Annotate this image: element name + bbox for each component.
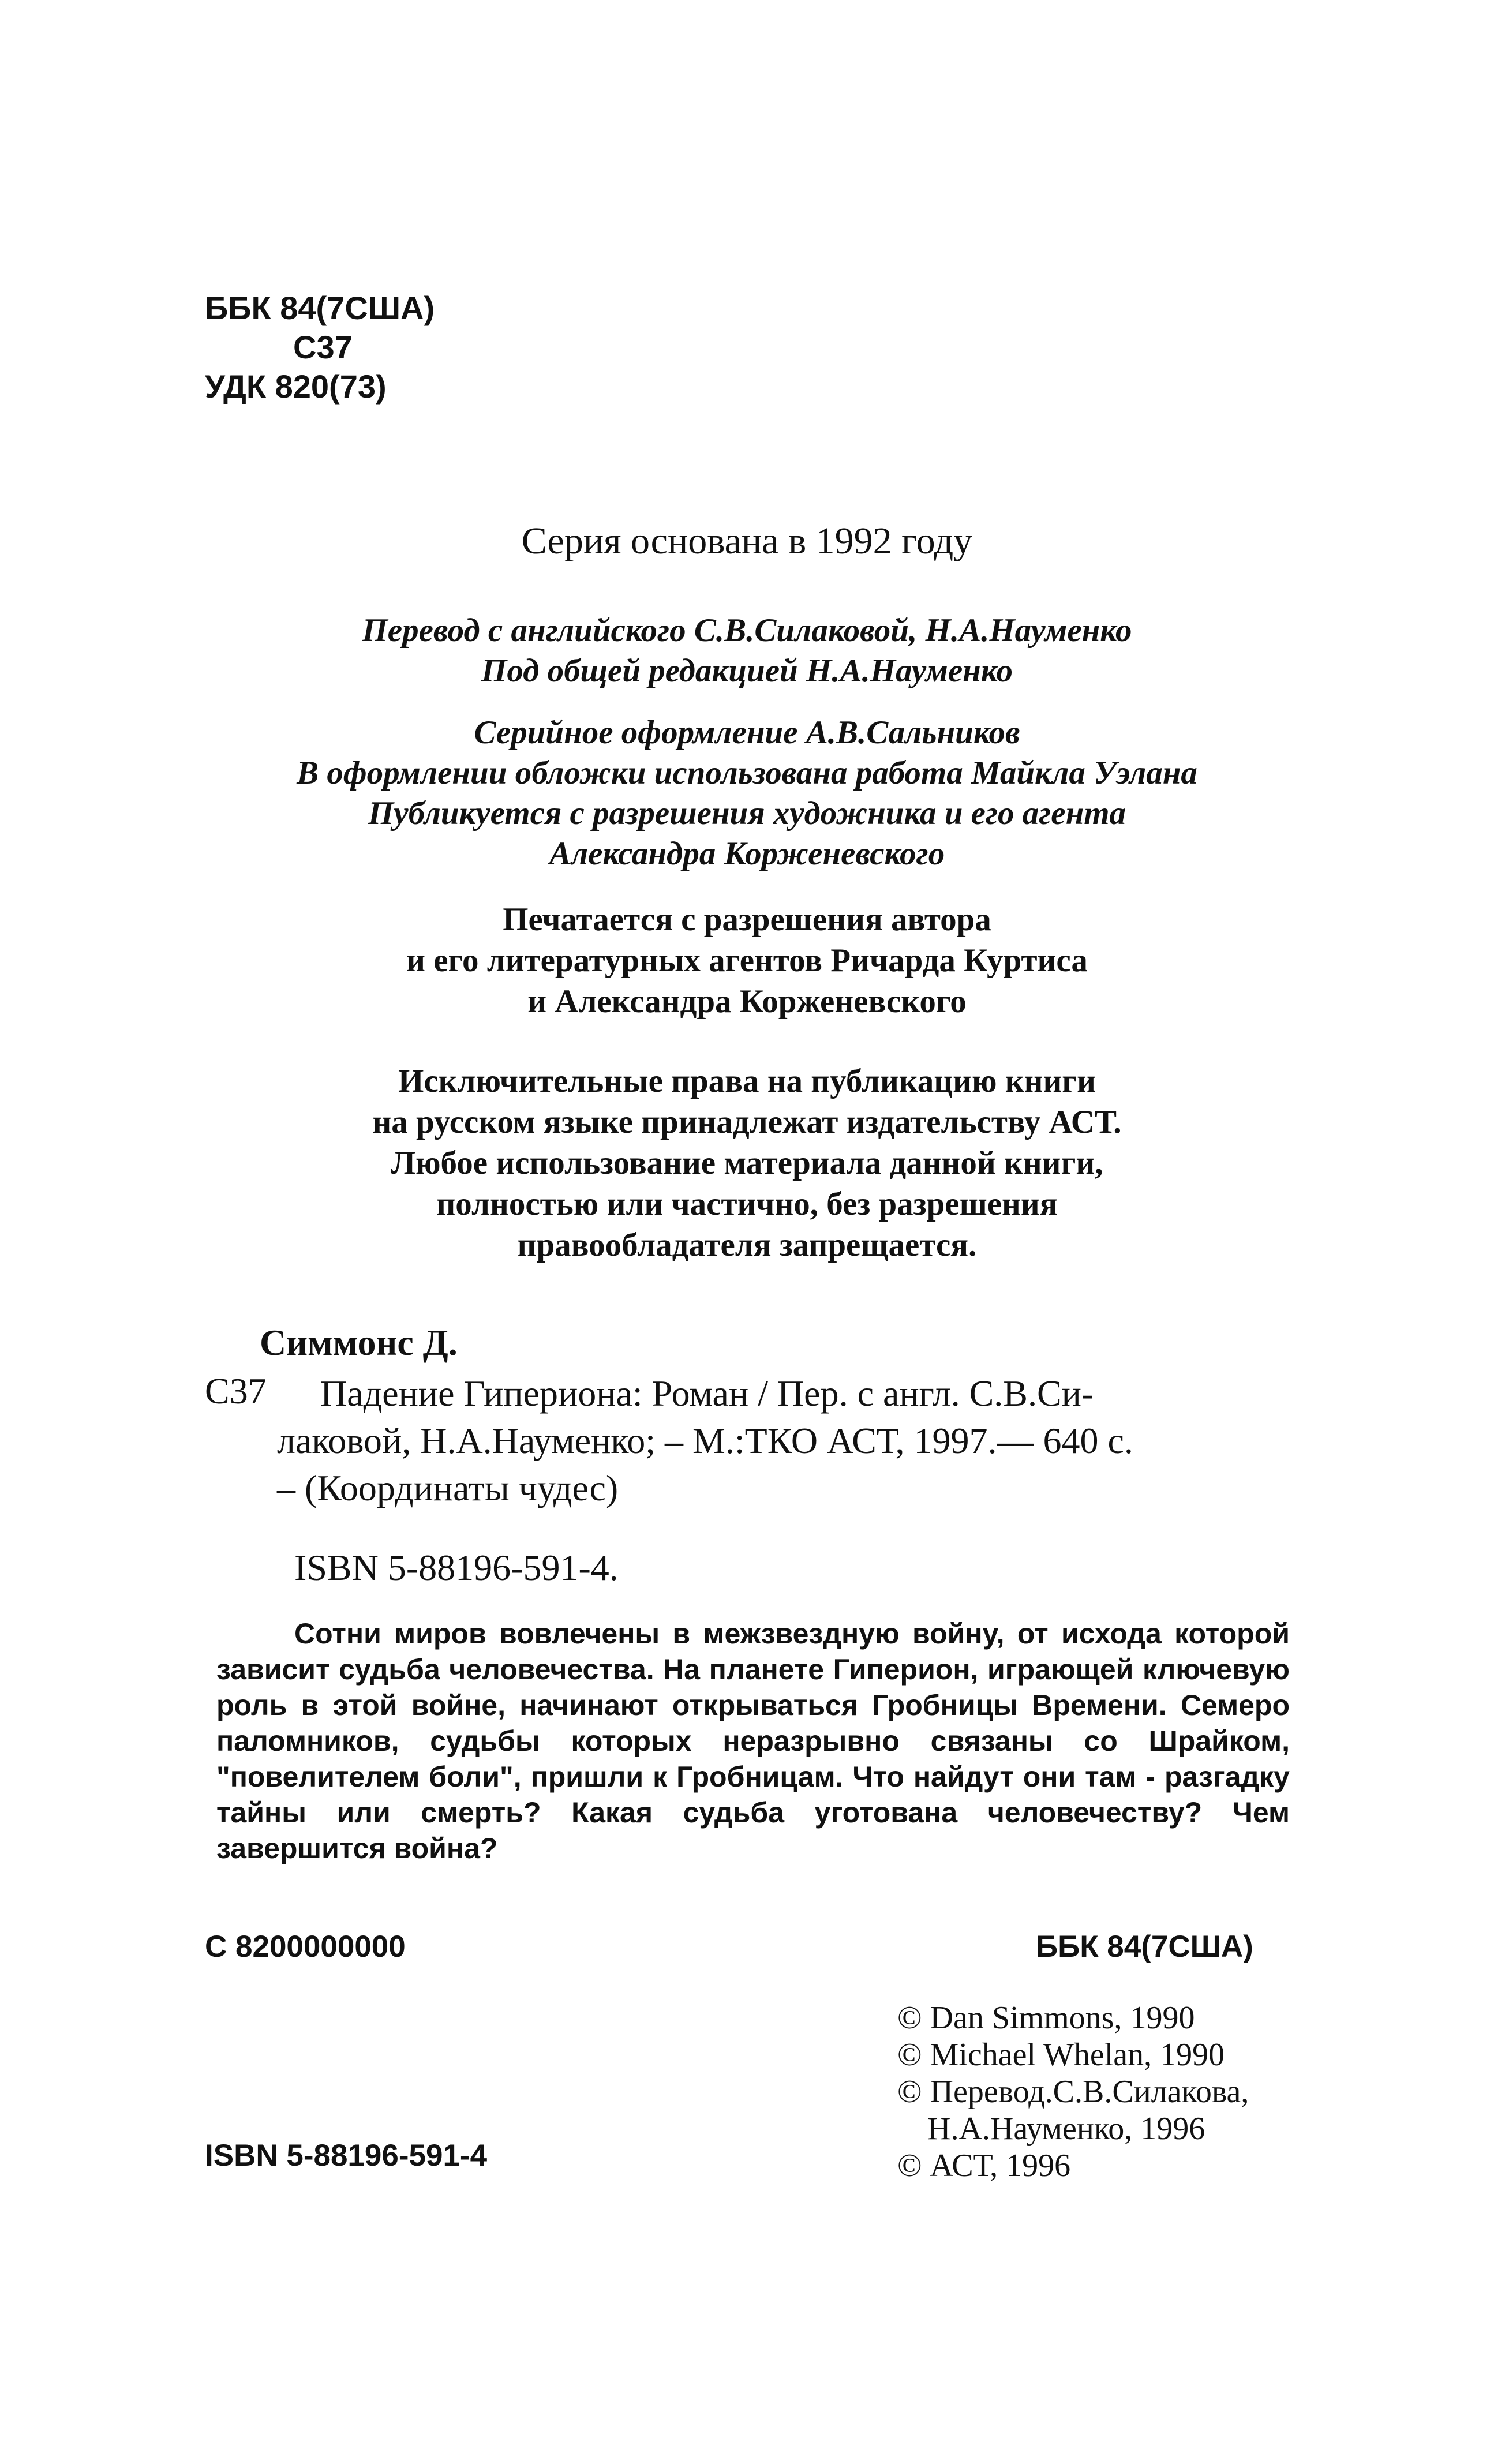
- design-line: Александра Корженевского: [549, 836, 945, 872]
- udk-code: УДК 820(73): [205, 368, 387, 405]
- rights-line: Любое использование материала данной книги,: [391, 1145, 1103, 1181]
- rights-line: на русском языке принадлежат издательству АСТ.: [372, 1104, 1122, 1140]
- translation-line: Перевод с английского С.В.Силаковой, Н.А.Науменко: [362, 612, 1132, 649]
- permission-line: Печатается с разрешения автора: [503, 901, 991, 938]
- record-line: лаковой, Н.А.Науменко; – М.:ТКО АСТ, 1997.— 640 с.: [277, 1420, 1133, 1461]
- copyright-line: © Перевод.С.В.Силакова,: [897, 2074, 1249, 2110]
- rights-line: правообладателя запрещается.: [517, 1227, 977, 1263]
- copyright-line: © АСТ, 1996: [897, 2148, 1071, 2184]
- bbk-code: ББК 84(7США): [205, 290, 435, 326]
- record-author: Симмонс Д.: [260, 1322, 458, 1363]
- translation-credits: [0, 611, 1494, 691]
- translation-line: Под общей редакцией Н.А.Науменко: [481, 653, 1013, 689]
- design-line: Публикуется с разрешения художника и его агента: [368, 795, 1126, 832]
- record-index: С37: [205, 1370, 267, 1411]
- record-description: [277, 1370, 1307, 1512]
- author-mark: С37: [293, 329, 353, 365]
- design-line: Серийное оформление А.В.Сальников: [474, 714, 1020, 751]
- copyright-list: [897, 1999, 1249, 2184]
- c-code: С 8200000000: [205, 1930, 406, 1964]
- copyright-line: Н.А.Науменко, 1996: [927, 2111, 1205, 2147]
- annotation: [216, 1616, 1290, 1866]
- design-line: В оформлении обложки использована работа Майкла Уэлана: [297, 755, 1197, 791]
- rights-line: полностью или частично, без разрешения: [436, 1186, 1058, 1222]
- record-isbn: ISBN 5-88196-591-4.: [294, 1547, 619, 1588]
- design-credits: [0, 713, 1494, 874]
- permission-line: и Александра Корженевского: [527, 983, 967, 1020]
- annotation-text: Сотни миров вовлечены в межзвездную войну, от исхода которой зависит судьба человечества. На планете Гиперион, играющей ключевую роль в этой войне, начинают открываться Гробницы Времени. Семеро паломников, судьбы которых неразрывно связаны со Шрайком, "повелителем боли", пришли к Гробницам. Что найдут они там - разгадку тайны или смерть? Какая судьба уготована человечеству? Чем завершится война?: [216, 1617, 1290, 1864]
- permission-notice: [0, 899, 1494, 1022]
- record-line: – (Координаты чудес): [277, 1467, 619, 1508]
- record-line: Падение Гипериона: Роман / Пер. с англ. С.В.Си-: [320, 1373, 1094, 1414]
- rights-line: Исключительные права на публикацию книги: [398, 1063, 1096, 1099]
- copyright-line: © Dan Simmons, 1990: [897, 2000, 1195, 2036]
- bbk-bottom: ББК 84(7США): [1036, 1930, 1253, 1964]
- series-note: Серия основана в 1992 году: [521, 520, 973, 562]
- rights-notice: [0, 1061, 1494, 1265]
- classification-block: [205, 289, 435, 406]
- isbn-bottom: ISBN 5-88196-591-4: [205, 2139, 488, 2173]
- copyright-line: © Michael Whelan, 1990: [897, 2037, 1225, 2073]
- permission-line: и его литературных агентов Ричарда Куртиса: [406, 942, 1088, 979]
